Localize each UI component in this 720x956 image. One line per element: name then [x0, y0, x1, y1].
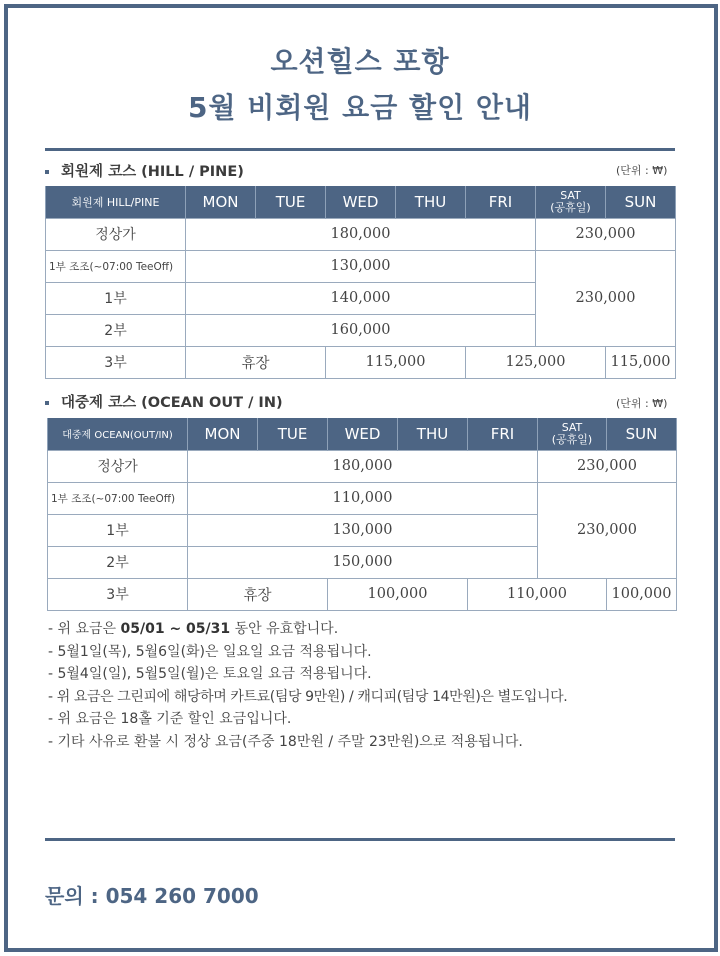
note-item: - 5월4일(일), 5월5일(월)은 토요일 요금 적용됩니다.	[48, 666, 372, 682]
header-sat: SAT (공휴일)	[538, 418, 607, 450]
price-cell: 110,000	[468, 578, 607, 610]
header-wed: WED	[326, 186, 396, 218]
contact-phone: 문의 : 054 260 7000	[45, 884, 259, 908]
page-subtitle: 5월 비회원 요금 할인 안내	[188, 91, 532, 124]
page-title: 오션힐스 포항	[270, 45, 450, 78]
top-divider	[45, 148, 675, 151]
header-wed: WED	[328, 418, 398, 450]
row-label: 3부	[46, 346, 186, 378]
header-fri: FRI	[468, 418, 538, 450]
row-label: 2부	[48, 546, 188, 578]
note-item: - 위 요금은 18홀 기준 할인 요금입니다.	[48, 711, 292, 727]
row-label: 1부	[48, 514, 188, 546]
row-label: 1부	[46, 282, 186, 314]
row-label: 1부 조조(~07:00 TeeOff)	[46, 250, 186, 282]
price-cell: 150,000	[188, 546, 538, 578]
row-label: 1부 조조(~07:00 TeeOff)	[48, 482, 188, 514]
row-label: 2부	[46, 314, 186, 346]
row-label: 정상가	[48, 450, 188, 482]
header-fri: FRI	[466, 186, 536, 218]
unit-label: (단위 : ₩)	[616, 164, 668, 177]
table-row	[48, 482, 677, 514]
header-thu: THU	[396, 186, 466, 218]
closed-cell: 휴장	[186, 346, 326, 378]
price-cell: 100,000	[328, 578, 468, 610]
public-course-heading: 대중제 코스 (OCEAN OUT / IN)	[45, 391, 283, 412]
notes-list	[48, 618, 567, 753]
price-cell: 230,000	[536, 218, 676, 250]
note-item: - 기타 사유로 환불 시 정상 요금(주중 18만원 / 주말 23만원)으로 적용됩니다.	[48, 733, 523, 750]
note-item: - 5월1일(목), 5월6일(화)은 일요일 요금 적용됩니다.	[48, 643, 372, 660]
price-cell: 125,000	[466, 346, 606, 378]
table-row	[46, 218, 676, 250]
member-course-heading: 회원제 코스 (HILL / PINE)	[45, 160, 244, 181]
header-sun: SUN	[607, 418, 677, 450]
price-cell: 230,000	[538, 450, 677, 482]
public-price-table	[47, 418, 677, 611]
header-thu: THU	[398, 418, 468, 450]
table-row	[46, 250, 676, 282]
row-label: 3부	[48, 578, 188, 610]
note-item: - 위 요금은 그린피에 해당하며 카트료(팀당 9만원) / 캐디피(팀당 14만원)은 별도입니다.	[48, 688, 568, 705]
member-price-table	[45, 186, 676, 379]
header-mon: MON	[186, 186, 256, 218]
table-header-row	[46, 186, 676, 218]
table-row	[46, 346, 676, 378]
price-cell: 130,000	[188, 514, 538, 546]
header-mon: MON	[188, 418, 258, 450]
price-cell: 140,000	[186, 282, 536, 314]
price-cell: 110,000	[188, 482, 538, 514]
table-row	[48, 578, 677, 610]
bottom-divider	[45, 838, 675, 841]
bullet-icon	[45, 401, 49, 405]
table-corner-label: 회원제 HILL/PINE	[46, 186, 186, 218]
closed-cell: 휴장	[188, 578, 328, 610]
bullet-icon	[45, 170, 49, 174]
price-cell: 100,000	[607, 578, 677, 610]
price-cell: 180,000	[186, 218, 536, 250]
price-cell: 180,000	[188, 450, 538, 482]
price-cell: 230,000	[536, 250, 676, 346]
note-item: - 위 요금은 05/01 ~ 05/31 동안 유효합니다.	[48, 621, 339, 637]
header-tue: TUE	[258, 418, 328, 450]
header-sun: SUN	[606, 186, 676, 218]
table-header-row	[48, 418, 677, 450]
price-cell: 115,000	[606, 346, 676, 378]
price-cell: 130,000	[186, 250, 536, 282]
unit-label: (단위 : ₩)	[616, 397, 668, 410]
price-cell: 160,000	[186, 314, 536, 346]
row-label: 정상가	[46, 218, 186, 250]
table-row	[48, 450, 677, 482]
price-cell: 115,000	[326, 346, 466, 378]
header-tue: TUE	[256, 186, 326, 218]
price-cell: 230,000	[538, 482, 677, 578]
header-sat: SAT (공휴일)	[536, 186, 606, 218]
table-corner-label: 대중제 OCEAN(OUT/IN)	[48, 418, 188, 450]
